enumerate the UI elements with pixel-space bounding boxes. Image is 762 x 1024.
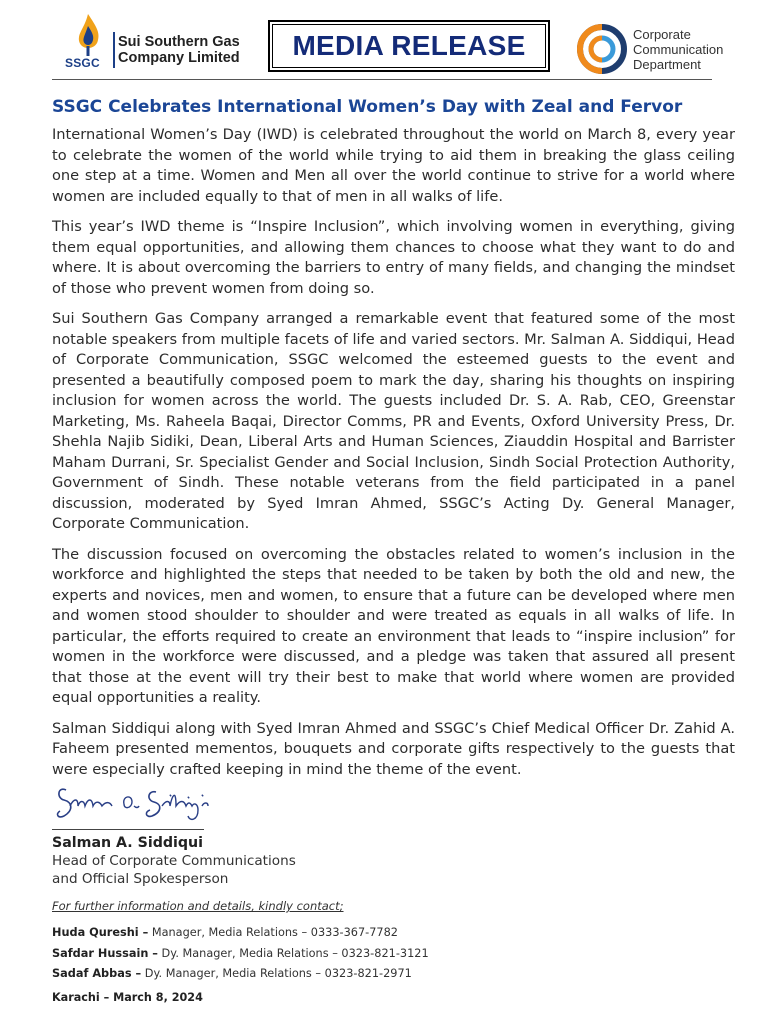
company-name-line2: Company Limited [118,50,240,66]
signer-title-line1: Head of Corporate Communications [52,853,296,869]
paragraph: This year’s IWD theme is “Inspire Inclusion”, which involving women in everything, giving them equal opportunities, and allowing them chances to choose what they want to do and where. It is about overcoming the barriers to entry of many fields, and changing the mindset of those who prevent women from doing so. [52,218,735,297]
department-line3: Department [633,57,701,72]
department-name [633,27,723,72]
ssgc-abbreviation: SSGC [65,56,100,70]
paragraph: Salman Siddiqui along with Syed Imran Ahmed and SSGC’s Chief Medical Officer Dr. Zahid A. Faheem presented mementos, bouquets and corporate gifts respectively to the guests that were especially crafted keeping in mind the theme of the event. [52,719,735,778]
contact-list [52,923,429,985]
signer-title-line2: and Official Spokesperson [52,871,229,887]
paragraph: The discussion focused on overcoming the obstacles related to women’s inclusion in the workforce and highlighted the steps that needed to be taken by both the old and new, the experts and novices, men and women, to ensure that a future can be developed where men and women stood shoulder to shoulder and were treated as equals in all walks of life. In particular, the efforts required to create an environment that leads to “inspire inclusion” for women in the workforce were discussed, and a pledge was taken that assured all present that those at the event will try their best to make that world where women are provided equal opportunities a reality. [52,545,735,706]
article-body [52,125,735,790]
letterhead [52,10,724,76]
ssgc-logo [52,10,257,76]
company-name [118,34,240,66]
contact-intro: For further information and details, kindly contact; [52,899,344,913]
department-line1: Corporate [633,27,691,42]
contact-item [52,944,429,965]
contact-name: Huda Qureshi – [52,926,149,939]
signer-name: Salman A. Siddiqui [52,835,203,851]
contact-details: Manager, Media Relations – 0333-367-7782 [148,926,398,939]
contact-item [52,923,429,944]
signature-icon [52,776,312,828]
headline: SSGC Celebrates International Women’s Day with Zeal and Fervor [52,97,683,117]
signature-line [52,829,204,830]
department-line2: Communication [633,42,724,57]
contact-item [52,964,429,985]
dateline: Karachi – March 8, 2024 [52,991,203,1004]
media-release-title: MEDIA RELEASE [272,24,546,68]
media-release-title-box [268,20,550,72]
contact-details: Dy. Manager, Media Relations – 0323-821-3121 [157,946,429,960]
logo-separator [113,32,115,68]
ccd-circle-icon [577,24,627,74]
paragraph: Sui Southern Gas Company arranged a remarkable event that featured some of the most notable speakers from multiple facets of life and varied sectors. Mr. Salman A. Siddiqui, Head of Corporate Communication, SSGC welcomed the esteemed guests to the event and presented a beautifully composed poem to mark the day, sharing his thoughts on inspiring inclusion for women across the world. The guests included Dr. S. A. Rab, CEO, Greenstar Marketing, Ms. Raheela Baqai, Director Comms, PR and Events, Oxford University Press, Dr. Shehla Najib Sidiki, Dean, Liberal Arts and Human Sciences, Ziauddin Hospital and Barrister Maham Durrani, Sr. Specialist Gender and Social Inclusion, Sindh Social Protection Authority, Government of Sindh. These notable veterans from the field participated in a panel discussion, moderated by Syed Imran Ahmed, SSGC’s Acting Dy. General Manager, Corporate Communication. [52,310,735,532]
contact-name: Safdar Hussain – [52,946,158,960]
corporate-communication-logo [577,20,737,76]
company-name-line1: Sui Southern Gas [118,34,240,50]
contact-details: Dy. Manager, Media Relations – 0323-821-2971 [141,967,412,980]
header-divider [52,79,712,80]
contact-name: Sadaf Abbas – [52,967,142,980]
signer-title [52,852,296,888]
paragraph: International Women’s Day (IWD) is celebrated throughout the world on March 8, every year to celebrate the women of the world while trying to aid them in breaking the glass ceiling one step at a time. Women and Men all over the world continue to strive for a world where women are included equally to that of men in all walks of life. [52,126,735,205]
